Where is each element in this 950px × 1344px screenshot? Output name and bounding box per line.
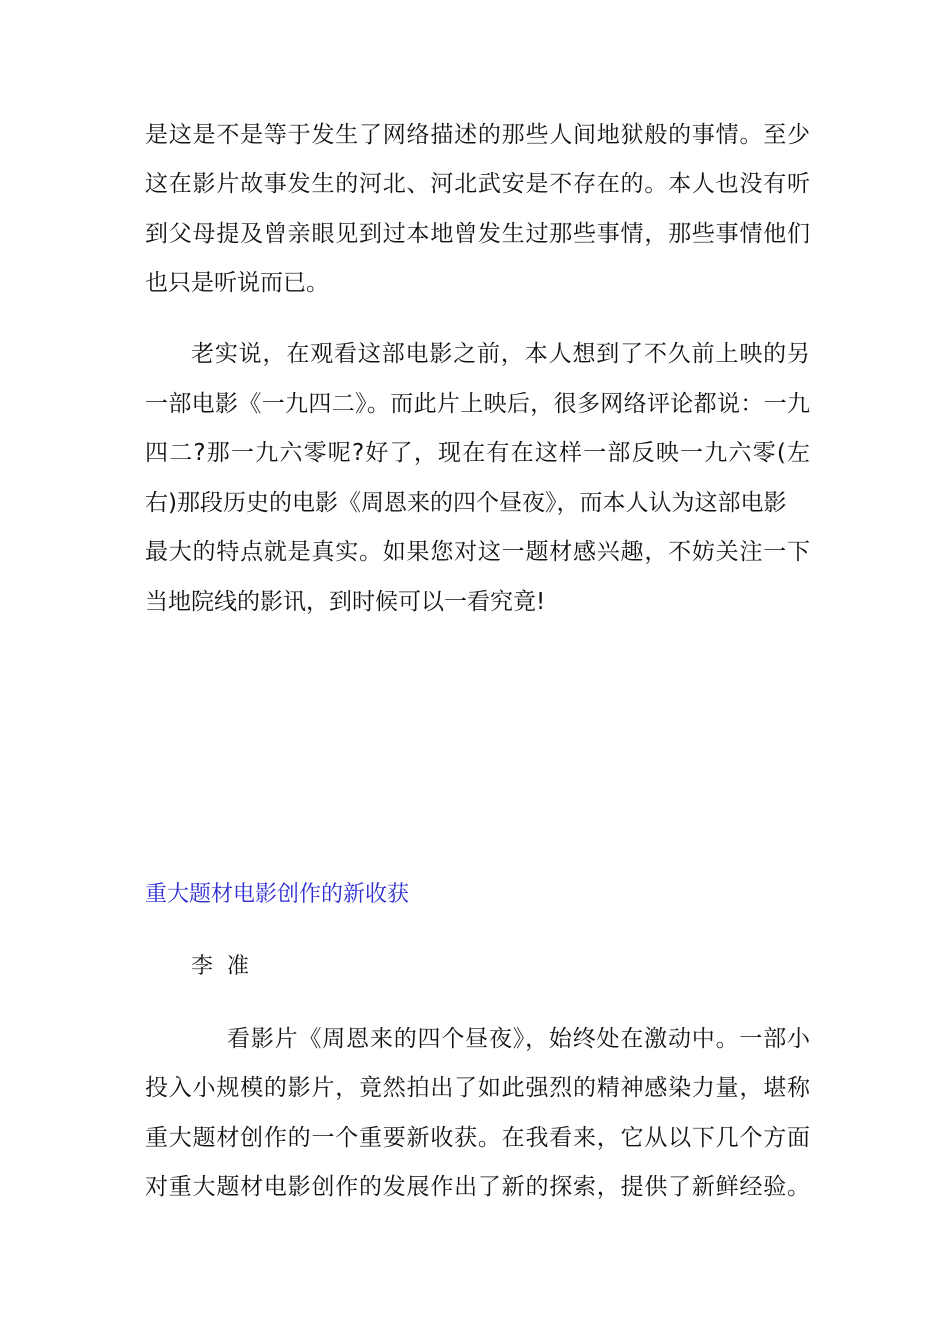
paragraph-1-line-4: 也只是听说而已。 <box>145 270 329 296</box>
article-paragraph-line-2: 投入小规模的影片，竟然拍出了如此强烈的精神感染力量，堪称 <box>145 1075 811 1101</box>
paragraph-2-line-3: 四二?那一九六零呢?好了，现在有在这样一部反映一九六零(左 <box>145 440 812 466</box>
article-paragraph-line-1: 看影片《周恩来的四个昼夜》，始终处在激动中。一部小 <box>227 1026 811 1052</box>
article-author: 李 准 <box>191 954 249 979</box>
article-paragraph-line-4: 对重大题材电影创作的发展作出了新的探索，提供了新鲜经验。 <box>145 1174 811 1200</box>
paragraph-2-line-2: 一部电影《一九四二》。而此片上映后，很多网络评论都说：一九 <box>145 391 811 417</box>
paragraph-2-line-1: 老实说，在观看这部电影之前，本人想到了不久前上映的另 <box>191 341 811 367</box>
paragraph-2-line-4: 右)那段历史的电影《周恩来的四个昼夜》，而本人认为这部电影 <box>145 490 787 516</box>
article-title: 重大题材电影创作的新收获 <box>145 882 410 907</box>
paragraph-1-line-2: 这在影片故事发生的河北、河北武安是不存在的。本人也没有听 <box>145 171 811 197</box>
paragraph-2-line-5: 最大的特点就是真实。如果您对这一题材感兴趣，不妨关注一下 <box>145 539 811 565</box>
paragraph-1-line-1: 是这是不是等于发生了网络描述的那些人间地狱般的事情。至少 <box>145 122 811 148</box>
paragraph-2-line-6: 当地院线的影讯，到时候可以一看究竟! <box>145 589 546 615</box>
paragraph-1-line-3: 到父母提及曾亲眼见到过本地曾发生过那些事情，那些事情他们 <box>145 221 811 247</box>
article-paragraph-line-3: 重大题材创作的一个重要新收获。在我看来，它从以下几个方面 <box>145 1125 811 1151</box>
